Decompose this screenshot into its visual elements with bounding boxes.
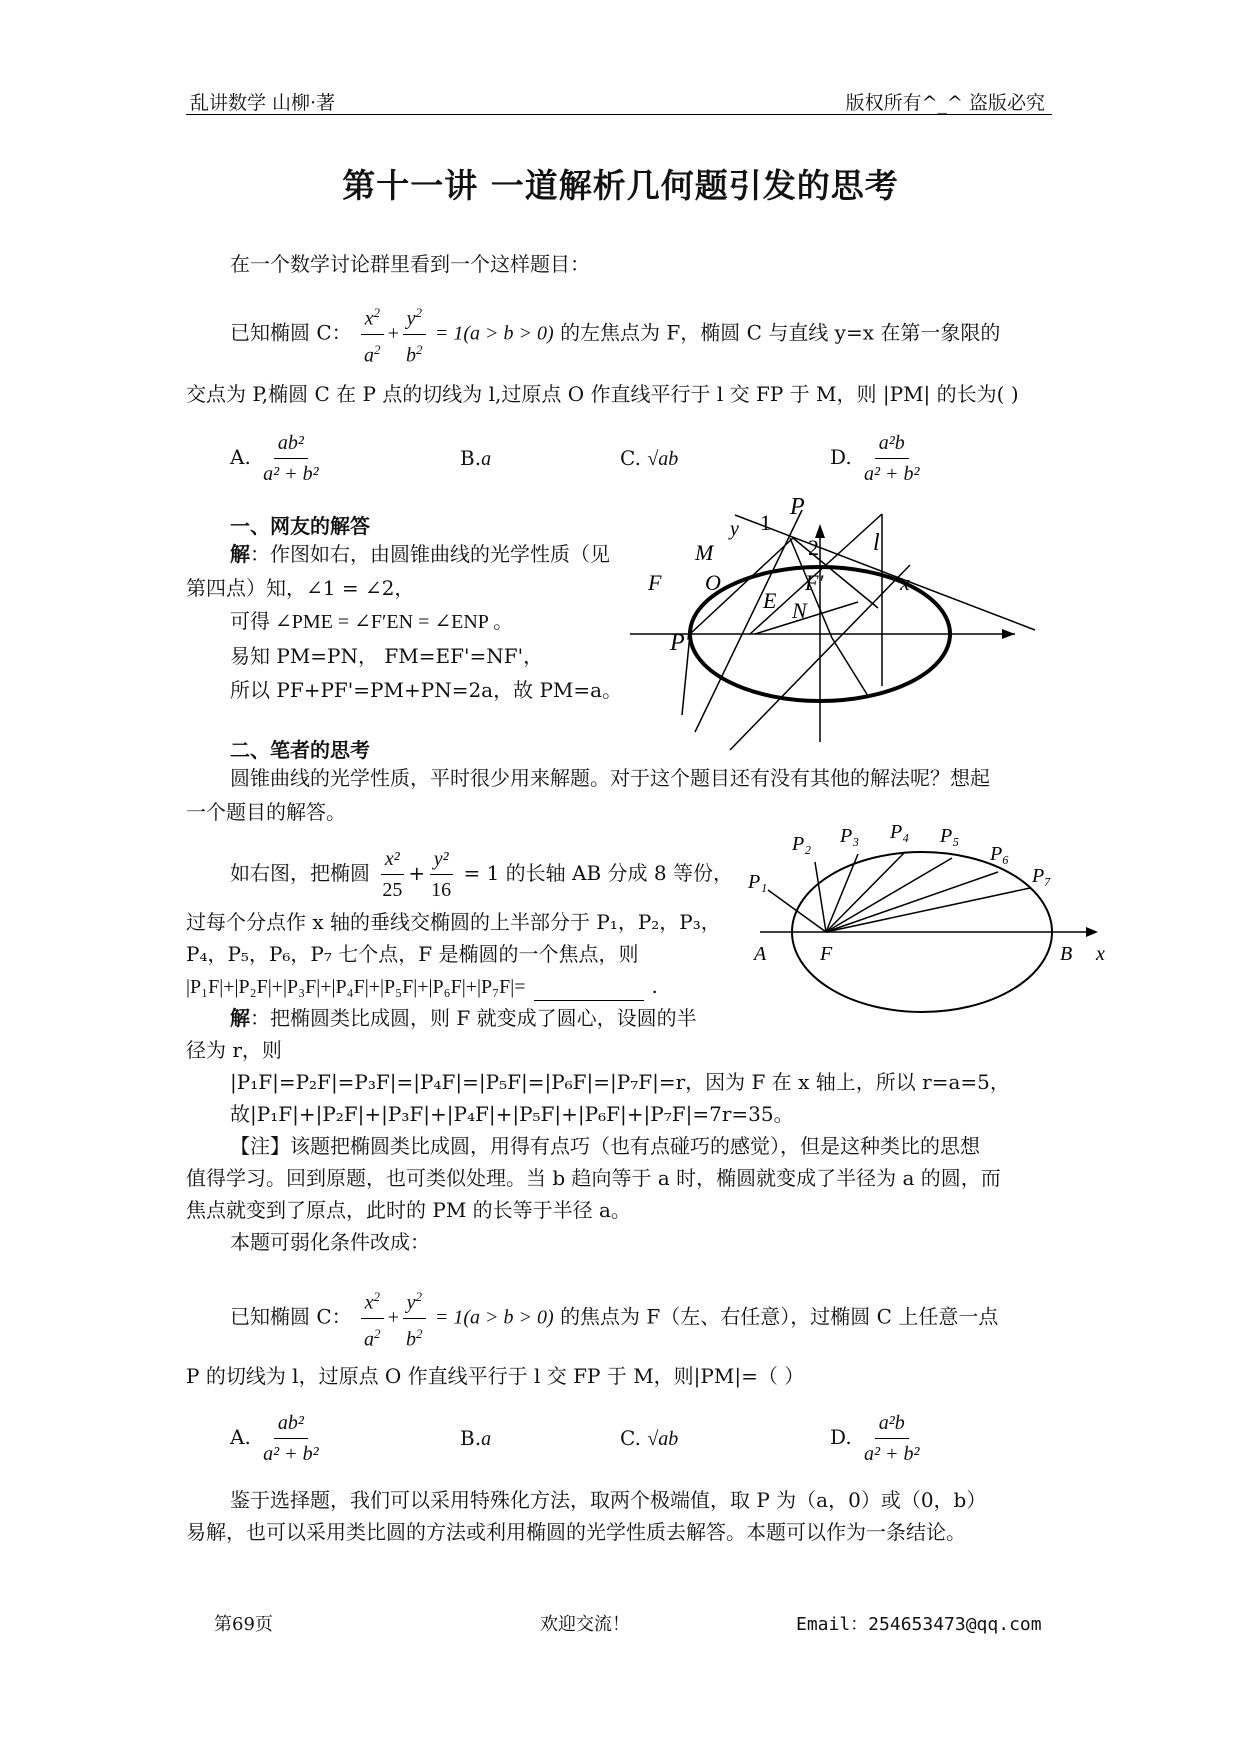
choice-c-value: √ab <box>647 448 679 470</box>
choice2-a <box>230 1408 325 1469</box>
choice-d-den: a² + b² <box>864 463 920 485</box>
q-frac-y-num: y² <box>430 844 453 875</box>
choice2-b <box>460 1426 491 1451</box>
fig1-label-o: O <box>705 570 721 595</box>
section1-line3: 可得 ∠PME = ∠F′EN = ∠ENP 。 <box>230 611 514 633</box>
note-line3: 焦点就变到了原点，此时的 PM 的长等于半径 a。 <box>186 1198 631 1222</box>
section1-heading: 一、网友的解答 <box>230 514 370 538</box>
figure-ellipse-division <box>740 820 1110 1030</box>
problem2-frac-x: $\frac{x^2}{a^2}$ <box>360 1282 385 1354</box>
problem2-line2: P 的切线为 l，过原点 O 作直线平行于 l 交 FP 于 M，则|PM|=（ ） <box>186 1364 805 1388</box>
choice2-a-frac <box>259 1408 323 1469</box>
problem1-line2: 交点为 P,椭圆 C 在 P 点的切线为 l,过原点 O 作直线平行于 l 交 FP 于 M，则 |PM| 的长为( ) <box>186 382 1019 406</box>
section2-solution-line1 <box>230 1004 697 1032</box>
q4-sum: |P₁F|+|P₂F|+|P₃F|+|P₄F|+|P₅F|+|P₆F|+|P₇F|= <box>186 976 526 998</box>
fig1-label-p: P <box>790 494 805 520</box>
fig2-seg-p7 <box>826 888 1030 932</box>
problem1-line1: 已知椭圆 C： $\frac{x^2}{a^2}$ + $\frac{y^2}{b^2}$ = 1(a > b > 0) 的左焦点为 F，椭圆 C 与直线 y=x 在第一象限的 <box>230 298 1000 370</box>
choice-a-den: a² + b² <box>263 463 319 485</box>
section2-question-line3: P₄，P₅，P₆，P₇ 七个点，F 是椭圆的一个焦点，则 <box>186 942 639 966</box>
fig1-label-1: 1 <box>760 510 771 535</box>
q4-end: . <box>651 974 658 998</box>
choice-b-label: B. <box>460 446 482 470</box>
section1-line5: 所以 PF+PF'=PM+PN=2a，故 PM=a。 <box>230 678 623 702</box>
choice2-a-label: A. <box>230 1425 251 1449</box>
section2-solution-line4: 故|P₁F|+|P₂F|+|P₃F|+|P₄F|+|P₅F|+|P₆F|+|P₇F|=7r=35。 <box>230 1102 794 1126</box>
problem1-frac-x: $\frac{x^2}{a^2}$ <box>360 298 385 370</box>
header-rule <box>186 114 1052 115</box>
q-frac-x <box>378 844 406 905</box>
q-frac-x-num: x² <box>381 844 404 875</box>
choice-b-value: a <box>481 448 492 470</box>
page-title: 第十一讲 一道解析几何题引发的思考 <box>342 166 899 205</box>
fig1-label-e: E <box>763 588 777 613</box>
section2-question-line4 <box>186 972 658 1001</box>
header-left: 乱讲数学 山柳·著 <box>190 92 336 114</box>
problem2-condition: = 1(a > b > 0) <box>434 1306 554 1329</box>
choice-d-num: a²b <box>875 428 909 459</box>
q-lead: 如右图，把椭圆 <box>230 861 370 885</box>
choice2-d <box>830 1408 926 1469</box>
choice2-b-value: a <box>481 1428 492 1450</box>
fig2-label-p2: P₂ <box>792 833 812 855</box>
section1-line1 <box>230 540 610 568</box>
answer-blank <box>534 980 644 1001</box>
fig1-label-pprime: P′ <box>670 630 690 656</box>
footer-center: 欢迎交流！ <box>540 1614 630 1635</box>
choice2-a-den: a² + b² <box>263 1443 319 1465</box>
problem2-rest: 的焦点为 F（左、右任意），过椭圆 C 上任意一点 <box>560 1304 999 1329</box>
fig2-seg-p1 <box>768 890 826 932</box>
fig2-label-p7: P₇ <box>1032 865 1052 887</box>
fig2-label-a: A <box>754 943 767 965</box>
q-frac-y-den: 16 <box>431 879 452 901</box>
q-frac-x-den: 25 <box>382 879 403 901</box>
fig1-label-f: F <box>648 570 662 595</box>
fig1-label-fprime: F′ <box>805 570 824 595</box>
problem2-frac-y: $\frac{y^2}{b^2}$ <box>402 1282 427 1354</box>
fig2-seg-p2 <box>815 862 826 932</box>
choice-a-num: ab² <box>274 428 308 459</box>
fig2-label-f: F <box>820 943 833 965</box>
choice2-c-label: C. <box>620 1426 641 1450</box>
intro-text: 在一个数学讨论群里看到一个这样题目： <box>230 252 590 276</box>
choice-d <box>830 428 926 489</box>
fig2-label-x: x <box>1096 943 1105 965</box>
problem1-rest: 的左焦点为 F，椭圆 C 与直线 y=x 在第一象限的 <box>560 320 1001 345</box>
choice-d-frac <box>860 428 924 489</box>
choice-a-frac <box>259 428 323 489</box>
fig1-label-m: M <box>695 540 714 565</box>
fig1-label-n: N <box>792 598 807 623</box>
fig2-x-arrow <box>1086 927 1098 937</box>
choice-c <box>620 446 678 471</box>
note-line1: 【注】该题把椭圆类比成圆，用得有点巧（也有点碰巧的感觉），但是这种类比的思想 <box>230 1134 980 1158</box>
section1-solution-label: 解 <box>230 542 250 566</box>
ending-line1: 鉴于选择题，我们可以采用特殊化方法，取两个极端值，取 P 为（a，0）或（0，b） <box>230 1488 987 1512</box>
section2-solution-line3: |P₁F|=P₂F|=P₃F|=|P₄F|=|P₅F|=|P₆F|=|P₇F|=r，因为 F 在 x 轴上，所以 r=a=5， <box>230 1070 1010 1094</box>
figure-ellipse-tangent <box>620 494 1040 750</box>
fig2-label-p5: P₅ <box>940 825 960 847</box>
problem1-frac-y: $\frac{y^2}{b^2}$ <box>402 298 427 370</box>
choice-c-label: C. <box>620 446 641 470</box>
fig1-label-2: 2 <box>808 535 819 560</box>
fig1-x-arrow <box>1002 629 1015 639</box>
problem2-line1: 已知椭圆 C： $\frac{x^2}{a^2}$ + $\frac{y^2}{b^2}$ = 1(a > b > 0) 的焦点为 F（左、右任意），过椭圆 C 上任意一点 <box>230 1282 998 1354</box>
s1-text: ：把椭圆类比成圆，则 F 就变成了圆心，设圆的半 <box>250 1006 697 1030</box>
footer-email: Email：254653473@qq.com <box>796 1614 1042 1635</box>
fig1-label-x: x <box>900 570 910 595</box>
fig2-seg-p3 <box>826 854 858 932</box>
choice-a <box>230 428 325 489</box>
section1-l1-text: ：作图如右，由圆锥曲线的光学性质（见 <box>250 542 610 566</box>
section1-line4: 易知 PM=PN， FM=EF'=NF'， <box>230 644 544 668</box>
choice2-d-frac <box>860 1408 924 1469</box>
section2-question-line1: 如右图，把椭圆 $\frac{\text{x²}}{25}$ + $\frac{\text{y²}}{16}$ = 1 的长轴 AB 分成 8 等份， <box>230 844 733 905</box>
weaken-text: 本题可弱化条件改成： <box>230 1230 430 1254</box>
header-right: 版权所有^_^ 盗版必究 <box>845 92 1045 114</box>
choice-a-label: A. <box>230 445 251 469</box>
choice2-a-num: ab² <box>274 1408 308 1439</box>
problem1-lead: 已知椭圆 C： <box>230 320 352 345</box>
section2-solution-line2: 径为 r，则 <box>186 1038 282 1062</box>
fig1-label-y: y <box>730 518 739 540</box>
section1-line2: 第四点）知，∠1 = ∠2， <box>186 576 415 600</box>
fig2-label-p1: P₁ <box>748 871 768 893</box>
choice-b <box>460 446 491 471</box>
choice2-d-num: a²b <box>875 1408 909 1439</box>
section2-solution-label: 解 <box>230 1006 250 1030</box>
section2-p1: 圆锥曲线的光学性质，平时很少用来解题。对于这个题目还有没有其他的解法呢？想起 <box>230 766 990 790</box>
problem1-condition: = 1(a > b > 0) <box>434 322 554 345</box>
footer-page-number: 第69页 <box>214 1614 273 1635</box>
section2-heading: 二、笔者的思考 <box>230 738 370 762</box>
note-line2: 值得学习。回到原题，也可类似处理。当 b 趋向等于 a 时，椭圆就变成了半径为 a 的圆，而 <box>186 1166 1001 1190</box>
fig2-label-p6: P₆ <box>990 843 1010 865</box>
choice2-b-label: B. <box>460 1426 482 1450</box>
choice2-c-value: √ab <box>647 1428 679 1450</box>
q-frac-y <box>427 844 455 905</box>
fig2-label-p3: P₃ <box>840 825 860 847</box>
choice-d-label: D. <box>830 445 852 469</box>
fig2-label-b: B <box>1060 943 1073 965</box>
fig2-label-p4: P₄ <box>890 821 910 843</box>
fig1-seg-fn <box>832 638 868 696</box>
fig1-tangent-l <box>735 515 1035 630</box>
problem2-lead: 已知椭圆 C： <box>230 1304 352 1329</box>
ending-line2: 易解，也可以采用类比圆的方法或利用椭圆的光学性质去解答。本题可以作为一条结论。 <box>186 1520 966 1544</box>
choice2-d-den: a² + b² <box>864 1443 920 1465</box>
choice2-d-label: D. <box>830 1425 852 1449</box>
fig1-label-l: l <box>873 530 880 556</box>
q-tail: = 1 的长轴 AB 分成 8 等份， <box>463 861 733 885</box>
choice2-c <box>620 1426 678 1451</box>
section2-question-line2: 过每个分点作 x 轴的垂线交椭圆的上半部分于 P₁，P₂，P₃， <box>186 910 721 934</box>
section2-p2: 一个题目的解答。 <box>186 800 346 824</box>
